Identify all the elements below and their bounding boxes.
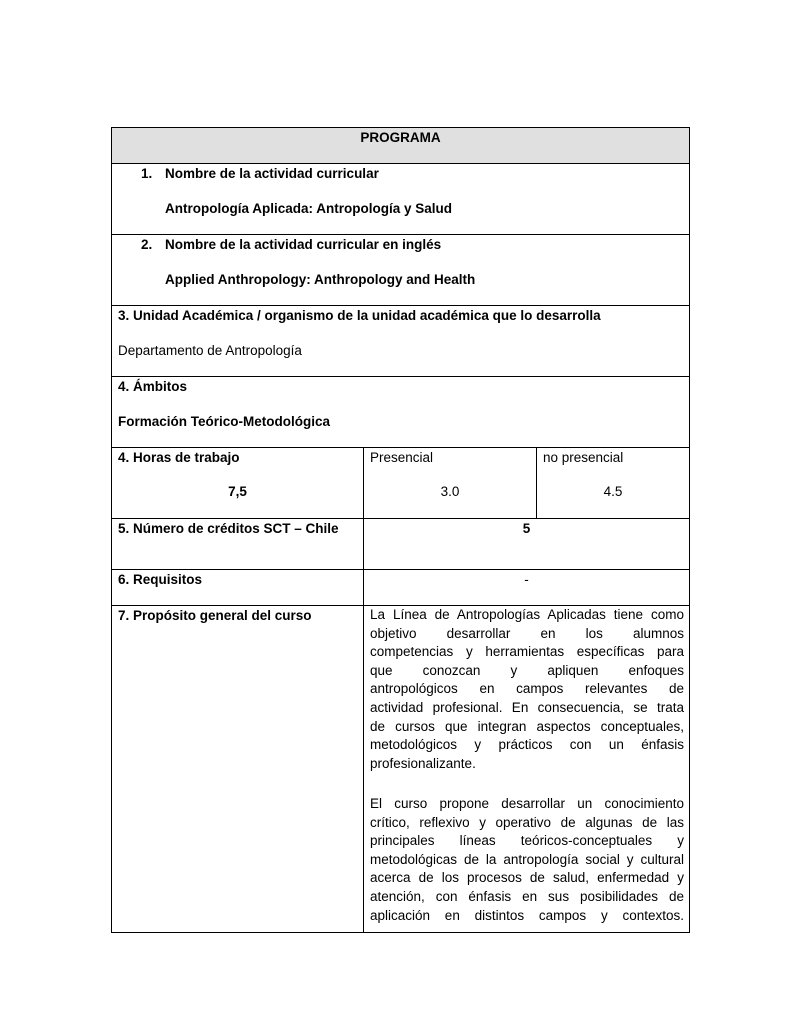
section-4-value: Formación Teórico-Metodológica — [118, 414, 331, 429]
section-1-value: Antropología Aplicada: Antropología y Salud — [165, 201, 453, 216]
text-line: aplicación en distintos campos y contextos. — [370, 907, 684, 923]
presencial-label: Presencial — [370, 450, 434, 465]
text-line: atención, con énfasis en sus posibilidades de — [370, 888, 684, 904]
nopresencial-value: 4.5 — [603, 484, 623, 499]
text-line: acerca de los procesos de salud, enfermedad y — [370, 870, 684, 886]
proposito-label-cell — [111, 605, 364, 933]
nopresencial-label: no presencial — [543, 450, 624, 465]
presencial-value: 3.0 — [440, 484, 460, 499]
requisitos-label: 6. Requisitos — [118, 572, 203, 587]
section-2-label: Nombre de la actividad curricular en inglés — [165, 237, 442, 252]
text-line: metodológicos y prácticos con un énfasis — [370, 737, 684, 753]
text-line: competencias y herramientas específicas para — [370, 644, 684, 660]
text-line: La Línea de Antropologías Aplicadas tiene como — [370, 607, 684, 622]
section-4-label: 4. Ámbitos — [118, 379, 188, 394]
text-line: de cursos que integran aspectos conceptuales, — [370, 718, 684, 734]
text-line: que conozcan y apliquen enfoques — [370, 662, 684, 678]
hours-label: 4. Horas de trabajo — [118, 450, 240, 465]
text-line: crítico, reflexivo y operativo de algunas de las — [370, 814, 684, 830]
text-line: metodológicas de la antropología social y cultural — [370, 851, 684, 867]
section-3-value: Departamento de Antropología — [118, 343, 302, 358]
proposito-paragraph-2 — [370, 795, 684, 925]
proposito-paragraph-1 — [370, 606, 684, 773]
text-line: profesionalizante. — [370, 755, 476, 771]
credits-value: 5 — [522, 521, 531, 536]
section-3-label: 3. Unidad Académica / organismo de la unidad académica que lo desarrolla — [118, 308, 601, 323]
hours-total: 7,5 — [228, 484, 247, 499]
section-2-value: Applied Anthropology: Anthropology and Health — [165, 272, 476, 287]
text-line: principales líneas teóricos-conceptuales y — [370, 833, 684, 849]
text-line: objetivo desarrollar en los alumnos — [370, 625, 684, 641]
credits-label: 5. Número de créditos SCT – Chile — [118, 521, 339, 536]
text-line: actividad profesional. En consecuencia, se trata — [370, 699, 684, 715]
section-1-label: Nombre de la actividad curricular — [165, 166, 379, 181]
section-1-number: 1. — [141, 166, 153, 181]
requisitos-value: - — [524, 572, 529, 587]
proposito-label: 7. Propósito general del curso — [118, 608, 312, 623]
text-line: antropológicos en campos relevantes de — [370, 681, 684, 697]
section-4-cell — [111, 376, 690, 448]
section-2-number: 2. — [141, 237, 153, 252]
header-title: PROGRAMA — [360, 130, 441, 145]
text-line: El curso propone desarrollar un conocimiento — [370, 796, 684, 811]
